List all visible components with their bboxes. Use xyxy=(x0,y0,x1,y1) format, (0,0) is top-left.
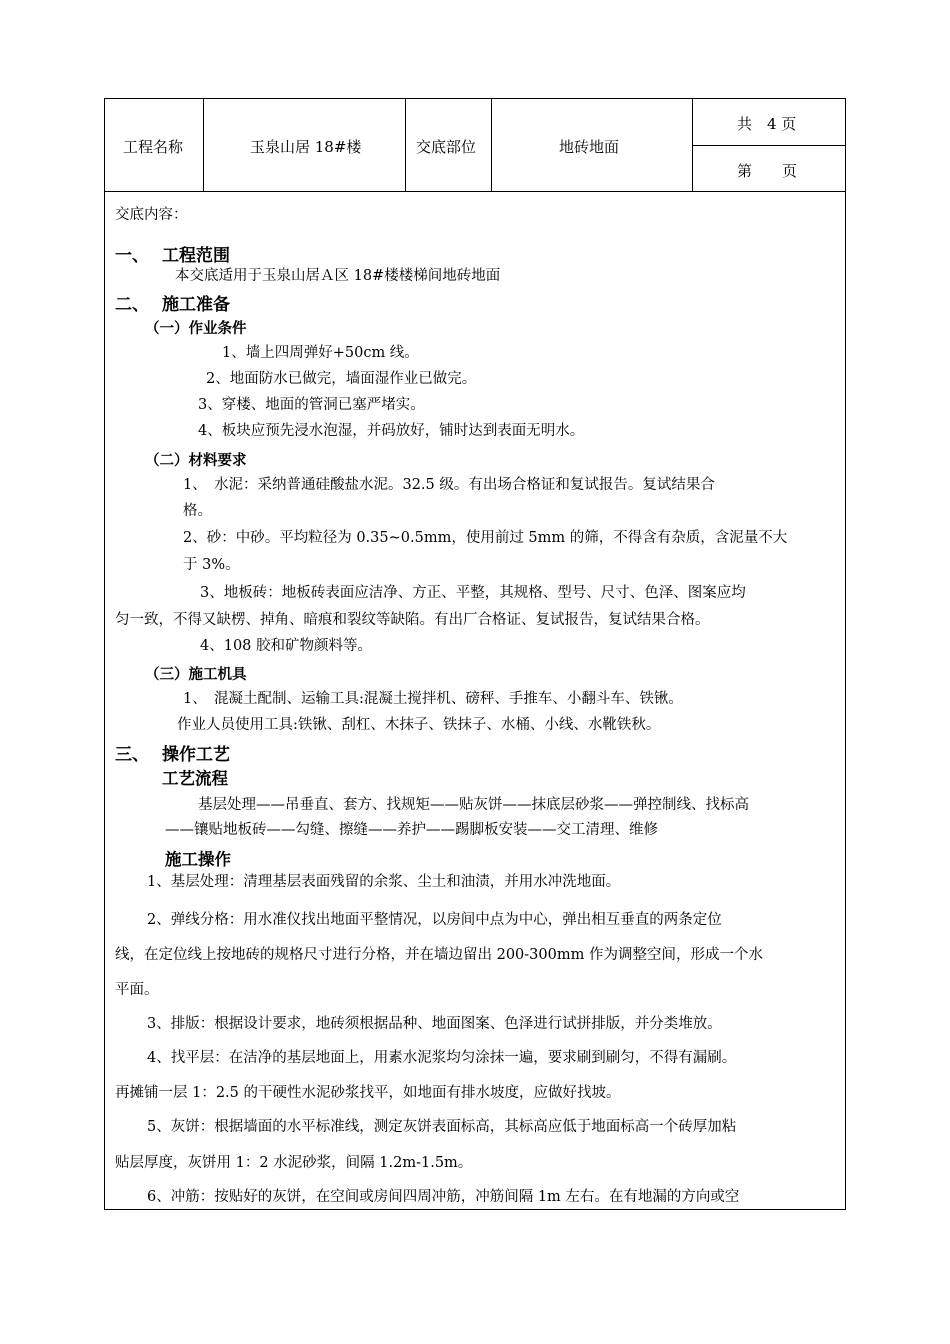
operation-line: 2、弹线分格：用水准仪找出地面平整情况，以房间中点为中心，弹出相互垂直的两条定位 xyxy=(147,912,722,928)
material-line: 4、108 胶和矿物颜料等。 xyxy=(200,638,373,654)
section-1-number: 一、 xyxy=(115,246,149,266)
operation-line: 平面。 xyxy=(115,982,159,998)
material-line: 格。 xyxy=(183,503,212,519)
subsection-work-conditions: （一）作业条件 xyxy=(145,321,247,337)
section-3-title: 操作工艺 xyxy=(162,745,230,765)
condition-item: 2、地面防水已做完，墙面湿作业已做完。 xyxy=(206,371,477,387)
operation-line: 1、基层处理：清理基层表面残留的余浆、尘土和油渍，并用水冲洗地面。 xyxy=(147,874,621,890)
process-flow-title: 工艺流程 xyxy=(162,769,228,788)
total-pages: 共 4 页 xyxy=(737,115,797,133)
page-cell-divider xyxy=(692,145,845,146)
operation-line: 再摊铺一层 1：2.5 的干硬性水泥砂浆找平，如地面有排水坡度，应做好找坡。 xyxy=(115,1085,621,1101)
subsection-material-requirements: （二）材料要求 xyxy=(145,453,247,469)
header-divider-3 xyxy=(491,99,492,191)
subsection-construction-tools: （三）施工机具 xyxy=(145,667,247,683)
project-name-label: 工程名称 xyxy=(123,138,184,156)
operation-line: 贴层厚度，灰饼用 1：2 水泥砂浆，间隔 1.2m-1.5m。 xyxy=(115,1155,473,1171)
section-2-title: 施工准备 xyxy=(162,295,230,315)
header-bottom-line xyxy=(105,191,845,192)
project-name-value: 玉泉山居 18#楼 xyxy=(250,138,362,156)
material-line: 2、砂：中砂。平均粒径为 0.35~0.5mm，使用前过 5mm 的筛，不得含有杂质，含泥量不大 xyxy=(183,530,788,546)
section-2-number: 二、 xyxy=(115,295,149,315)
header-divider-4 xyxy=(692,99,693,191)
current-page: 第 页 xyxy=(737,162,798,180)
header-divider-1 xyxy=(203,99,204,191)
operation-line: 6、冲筋：按贴好的灰饼，在空间或房间四周冲筋，冲筋间隔 1m 左右。在有地漏的方向或空 xyxy=(147,1189,740,1205)
construction-operation-title: 施工操作 xyxy=(165,850,231,869)
condition-item: 1、墙上四周弹好+50cm 线。 xyxy=(222,345,419,361)
section-3-number: 三、 xyxy=(115,745,149,765)
section-1-text: 本交底适用于玉泉山居Ａ区 18#楼楼梯间地砖地面 xyxy=(175,268,501,284)
material-line: 匀一致，不得又缺楞、掉角、暗痕和裂纹等缺陷。有出厂合格证、复试报告，复试结果合格。 xyxy=(115,612,710,628)
condition-item: 4、板块应预先浸水泡湿，并码放好，铺时达到表面无明水。 xyxy=(198,423,585,439)
condition-item: 3、穿楼、地面的管洞已塞严堵实。 xyxy=(198,397,425,413)
location-value: 地砖地面 xyxy=(559,138,620,156)
operation-line: 线，在定位线上按地砖的规格尺寸进行分格，并在墙边留出 200-300mm 作为调整空间，形成一个水 xyxy=(115,947,763,963)
tools-line: 1、 混凝土配制、运输工具:混凝土搅拌机、磅秤、手推车、小翻斗车、铁锹。 xyxy=(183,691,683,707)
operation-line: 5、灰饼：根据墙面的水平标准线，测定灰饼表面标高，其标高应低于地面标高一个砖厚加粘 xyxy=(147,1119,737,1135)
material-line: 1、 水泥：采纳普通硅酸盐水泥。32.5 级。有出场合格证和复试报告。复试结果合 xyxy=(183,477,715,493)
operation-line: 4、找平层：在洁净的基层地面上，用素水泥浆均匀涂抹一遍，要求刷到刷匀，不得有漏刷。 xyxy=(147,1050,737,1066)
operation-line: 3、排版：根据设计要求，地砖须根据品种、地面图案、色泽进行试拼排版，并分类堆放。 xyxy=(147,1016,722,1032)
process-flow-line: ——镶贴地板砖——勾缝、擦缝——养护——踢脚板安装——交工清理、维修 xyxy=(165,822,658,838)
section-1-title: 工程范围 xyxy=(162,246,230,266)
tools-line: 作业人员使用工具:铁锹、刮杠、木抹子、铁抹子、水桶、小线、水靴铁秋。 xyxy=(177,717,661,733)
material-line: 于 3%。 xyxy=(183,557,240,573)
location-label: 交底部位 xyxy=(416,138,477,156)
intro-label: 交底内容： xyxy=(115,207,188,223)
process-flow-line: 基层处理——吊垂直、套方、找规矩——贴灰饼——抹底层砂浆——弹控制线、找标高 xyxy=(198,797,749,813)
header-divider-2 xyxy=(405,99,406,191)
material-line: 3、地板砖：地板砖表面应洁净、方正、平整，其规格、型号、尺寸、色泽、图案应均 xyxy=(200,585,746,601)
disclosure-form xyxy=(104,98,846,1210)
